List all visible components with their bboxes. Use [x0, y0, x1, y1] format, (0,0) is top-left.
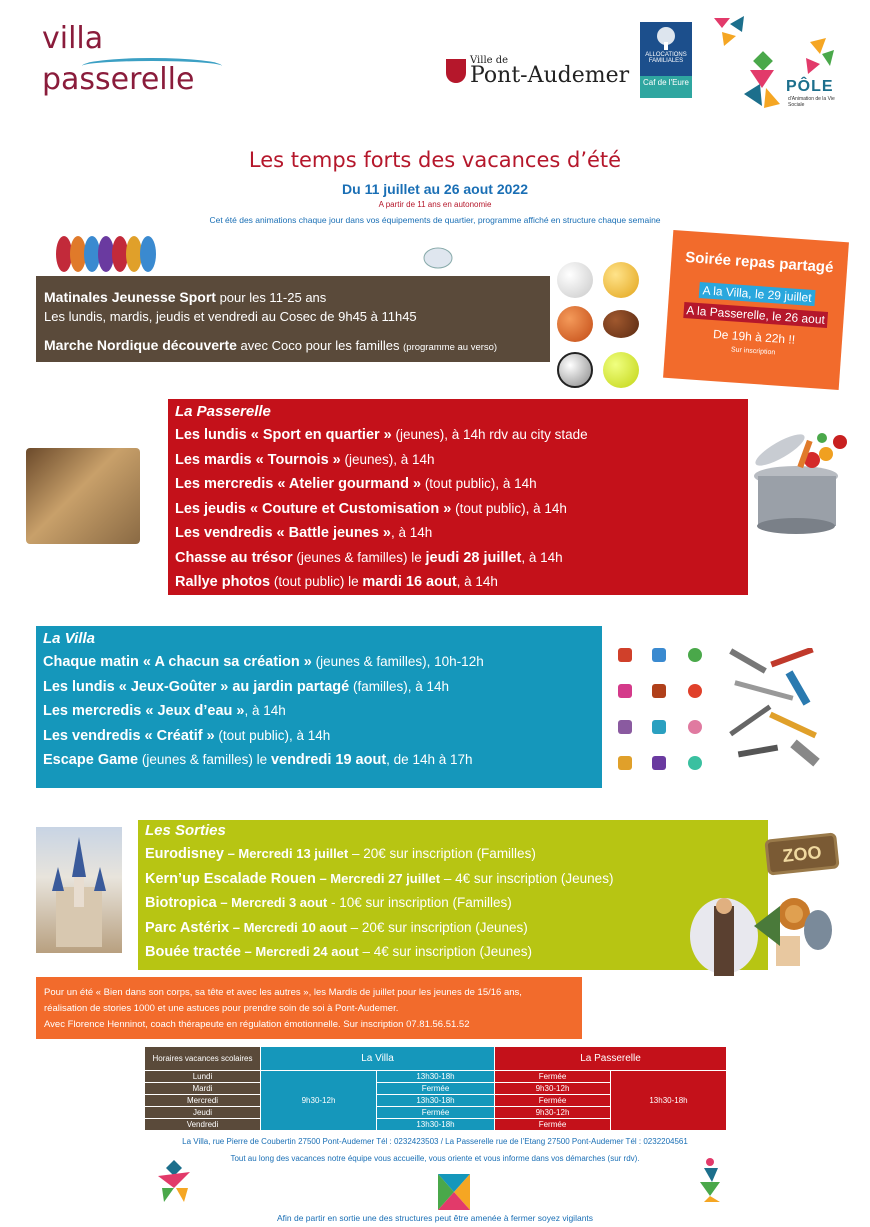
- chasse-title: Chasse au trésor: [175, 549, 293, 566]
- park-illustration: [684, 866, 838, 976]
- sortie-date: – Mercredi 13 juillet: [223, 846, 349, 861]
- passerelle-afternoon-hours: 13h30-18h: [611, 1071, 727, 1131]
- villa-item: [43, 675, 595, 700]
- sport-matinales-schedule: Les lundis, mardis, jeudis et vendredi au Cosec de 9h45 à 11h45: [44, 309, 417, 324]
- logo-text-passerelle: passerelle: [42, 62, 195, 97]
- sortie-item: [145, 916, 761, 941]
- tangram-dancer-icon: [690, 1156, 730, 1202]
- passerelle-item-title: Les mardis « Tournois »: [175, 451, 341, 468]
- pa-logo-big: Pont-Audemer: [470, 63, 630, 88]
- pencils-icon: [618, 720, 632, 734]
- flower-icon: [688, 684, 702, 698]
- sport-balls-illustration: [555, 262, 647, 388]
- soiree-title: Soirée repas partagé: [684, 248, 834, 277]
- basketball-icon: [557, 306, 593, 342]
- page-title: Les temps forts des vacances d’été: [248, 148, 622, 172]
- logo-swoosh: [82, 58, 222, 74]
- passerelle-item-title: Les mercredis « Atelier gourmand »: [175, 476, 422, 492]
- rallye-public: (tout public) le: [270, 574, 363, 589]
- passerelle-item-title: Les jeudis « Couture et Customisation »: [175, 500, 452, 517]
- passerelle-item: [175, 448, 741, 473]
- marche-nordique-desc: avec Coco pour les familles: [236, 338, 404, 353]
- pa-logo-small: Ville de: [470, 55, 509, 66]
- painter-icon: [652, 648, 666, 662]
- logo-text-villa: villa: [42, 21, 104, 56]
- sortie-name: Biotropica: [145, 895, 217, 911]
- passerelle-item: [175, 472, 741, 497]
- sortie-date: – Mercredi 24 aout: [240, 944, 359, 959]
- soiree-inscription: Sur inscription: [730, 346, 776, 357]
- closure-warning: Afin de partir en sortie une des structures peut être amenée à fermer soyez vigilants: [276, 1213, 594, 1223]
- intro-text: Cet été des animations chaque jour dans vos équipements de quartier, programme affiché en structure chaque semaine: [209, 215, 661, 225]
- marche-nordique-note: (programme au verso): [403, 342, 498, 353]
- table-day: Lundi: [145, 1071, 261, 1083]
- villa-item-title: Les lundis « Jeux-Goûter » au jardin partagé: [43, 678, 350, 695]
- villa-morning-hours: 9h30-12h: [261, 1071, 377, 1131]
- sorties-title: Les Sorties: [145, 822, 226, 839]
- rugby-ball-icon: [603, 310, 639, 338]
- crest-icon: [446, 59, 466, 83]
- rallye-photos-item: [175, 570, 741, 595]
- sortie-date: – Mercredi 3 aout: [216, 895, 328, 910]
- scissors-icon: [652, 684, 666, 698]
- villa-afternoon-hours: Fermée: [377, 1083, 495, 1095]
- sortie-price: - 10€ sur inscription (Familles): [327, 895, 512, 910]
- rallye-date: mardi 16 aout: [362, 574, 457, 590]
- passerelle-item: [175, 423, 741, 448]
- sortie-item: [145, 867, 761, 892]
- sport-section: [36, 276, 550, 362]
- caf-logo-top: ALLOCATIONS FAMILIALES: [645, 52, 687, 64]
- sparkle-icon: [688, 756, 702, 770]
- pole-logo-name: PÔLE: [786, 78, 834, 95]
- table-day: Mercredi: [145, 1095, 261, 1107]
- note-line-2: réalisation de stories 1000 et une astuces pour prendre soin de soi à Pont-Audemer.: [44, 1003, 399, 1014]
- table-day: Vendredi: [145, 1119, 261, 1131]
- passerelle-item-detail: (tout public), à 14h: [451, 500, 567, 516]
- pencil-cross-icon: [618, 756, 632, 770]
- accueil-text: Tout au long des vacances notre équipe vous accueille, vous oriente et vous informe dans vos démarches (sur rdv).: [230, 1154, 640, 1163]
- villa-title: La Villa: [43, 630, 95, 647]
- caf-logo: [640, 22, 692, 98]
- note-line-3: Avec Florence Henninot, coach thérapeute en régulation émotionnelle. Sur inscription 07.81.56.51.52: [44, 1019, 470, 1030]
- sortie-price: – 4€ sur inscription (Jeunes): [358, 944, 533, 959]
- table-day: Mardi: [145, 1083, 261, 1095]
- sorties-section: [138, 820, 768, 970]
- passerelle-item: [175, 497, 741, 522]
- cooking-pot-illustration: [750, 420, 862, 540]
- age-note: A partir de 11 ans en autonomie: [378, 200, 492, 209]
- soccer-ball-icon: [557, 352, 593, 388]
- note-line-1: Pour un été « Bien dans son corps, sa tête et avec les autres », les Mardis de juillet pour les jeunes de 15/16 ans,: [44, 987, 522, 998]
- addresses-text: La Villa, rue Pierre de Coubertin 27500 Pont-Audemer Tél : 0232423503 / La Passerelle rue de l’Etang 27500 Pont-Audemer Tél : 0232204561: [182, 1137, 688, 1146]
- markers-icon: [652, 756, 666, 770]
- table-day: Jeudi: [145, 1107, 261, 1119]
- tangram-square-icon: [434, 1170, 474, 1216]
- sport-matinales-title: Matinales Jeunesse Sport: [44, 289, 216, 305]
- villa-item: [43, 650, 595, 675]
- villa-item: [43, 699, 595, 724]
- creative-icons-grid: [612, 644, 708, 780]
- palette-icon: [688, 648, 702, 662]
- brush-icon: [618, 684, 632, 698]
- passerelle-item-detail: (jeunes), à 14h rdv au city stade: [391, 427, 588, 442]
- villa-afternoon-hours: 13h30-18h: [377, 1119, 495, 1131]
- table-header-passerelle: La Passerelle: [495, 1047, 727, 1071]
- sortie-price: – 20€ sur inscription (Jeunes): [346, 919, 528, 935]
- rallye-title: Rallye photos: [175, 574, 271, 590]
- villa-item-detail: , à 14h: [244, 703, 286, 718]
- villa-section: [36, 626, 602, 788]
- passerelle-item-title: Les vendredis « Battle jeunes »: [175, 525, 391, 541]
- passerelle-section: [168, 399, 748, 595]
- villa-passerelle-logo: [42, 21, 195, 97]
- pole-logo: [710, 14, 840, 114]
- passerelle-morning-hours: 9h30-12h: [495, 1107, 611, 1119]
- caf-tree-icon: [651, 26, 681, 50]
- runners-illustration: [50, 228, 470, 278]
- volleyball-yellow-icon: [603, 262, 639, 298]
- villa-item-title: Les mercredis « Jeux d’eau »: [43, 703, 245, 719]
- soiree-repas-panel: [663, 230, 849, 390]
- tangram-mascot-icon: [154, 1158, 194, 1204]
- sortie-price: – 4€ sur inscription (Jeunes): [440, 870, 614, 886]
- villa-item-detail: (familles), à 14h: [349, 678, 449, 694]
- soiree-passerelle-date: A la Passerelle, le 26 aout: [683, 302, 829, 328]
- passerelle-morning-hours: 9h30-12h: [495, 1083, 611, 1095]
- passerelle-item-detail: (tout public), à 14h: [421, 476, 537, 491]
- sortie-item: [145, 891, 761, 916]
- page-subtitle: Du 11 juillet au 26 aout 2022: [342, 181, 528, 197]
- chasse-tresor-item: [175, 546, 741, 571]
- villa-item-detail: (jeunes & familles), 10h-12h: [311, 654, 484, 669]
- escape-date: vendredi 19 aout: [270, 752, 387, 768]
- sport-matinales-age: pour les 11-25 ans: [215, 290, 327, 305]
- villa-item: [43, 724, 595, 749]
- escape-public: (jeunes & familles) le: [138, 752, 271, 767]
- passerelle-morning-hours: Fermée: [495, 1095, 611, 1107]
- castle-icon: [36, 827, 122, 953]
- villa-afternoon-hours: 13h30-18h: [377, 1071, 495, 1083]
- villa-item-detail: (tout public), à 14h: [214, 727, 331, 743]
- passerelle-morning-hours: Fermée: [495, 1119, 611, 1131]
- tools-illustration: [720, 648, 828, 772]
- passerelle-item-detail: , à 14h: [390, 525, 433, 540]
- opening-hours-table: [144, 1046, 727, 1131]
- zoo-sign: ZOO: [764, 832, 839, 875]
- sortie-price: – 20€ sur inscription (Familles): [348, 846, 536, 861]
- sortie-name: Kern’up Escalade Rouen: [145, 870, 316, 887]
- sortie-name: Eurodisney: [145, 846, 224, 862]
- pont-audemer-logo: [446, 55, 629, 86]
- escape-time: , de 14h à 17h: [386, 752, 473, 767]
- craft-icon: [618, 648, 632, 662]
- sortie-item: [145, 940, 761, 965]
- escape-title: Escape Game: [43, 752, 139, 768]
- soiree-hours: De 19h à 22h !!: [712, 327, 796, 347]
- color-swatch-icon: [652, 720, 666, 734]
- passerelle-item-title: Les lundis « Sport en quartier »: [175, 427, 392, 443]
- pole-logo-sub: d'Animation de la Vie Sociale: [788, 96, 835, 108]
- villa-afternoon-hours: Fermée: [377, 1107, 495, 1119]
- volleyball-icon: [557, 262, 593, 298]
- soiree-villa-date: A la Villa, le 29 juillet: [699, 282, 815, 306]
- sortie-date: – Mercredi 27 juillet: [315, 870, 441, 886]
- villa-afternoon-hours: 13h30-18h: [377, 1095, 495, 1107]
- treasure-map-image: [26, 448, 140, 544]
- chasse-time: , à 14h: [521, 549, 563, 565]
- sport-line-1: [44, 288, 542, 307]
- sortie-item: [145, 842, 761, 867]
- villa-item-title: Les vendredis « Créatif »: [43, 727, 215, 744]
- passerelle-item: [175, 521, 741, 546]
- sortie-date: – Mercredi 10 aout: [229, 919, 347, 935]
- tennis-ball-icon: [603, 352, 639, 388]
- chasse-public: (jeunes & familles) le: [292, 549, 426, 565]
- marche-nordique-title: Marche Nordique découverte: [44, 337, 237, 353]
- villa-item-title: Chaque matin « A chacun sa création »: [43, 654, 312, 670]
- castle-image: [36, 827, 122, 953]
- escape-game-item: [43, 748, 595, 773]
- butterfly-icon: [688, 720, 702, 734]
- table-header-villa: La Villa: [261, 1047, 495, 1071]
- bien-etre-note: [36, 977, 582, 1039]
- caf-logo-bottom: Caf de l'Eure: [640, 76, 692, 98]
- passerelle-morning-hours: Fermée: [495, 1071, 611, 1083]
- sortie-name: Bouée tractée: [145, 944, 241, 960]
- rallye-time: , à 14h: [456, 574, 498, 589]
- sortie-name: Parc Astérix: [145, 919, 230, 936]
- chasse-date: jeudi 28 juillet: [425, 549, 522, 566]
- sport-line-3: [44, 336, 542, 357]
- table-row: [145, 1071, 727, 1083]
- table-corner-header: Horaires vacances scolaires: [145, 1047, 261, 1071]
- passerelle-title: La Passerelle: [175, 403, 271, 420]
- passerelle-item-detail: (jeunes), à 14h: [340, 451, 435, 467]
